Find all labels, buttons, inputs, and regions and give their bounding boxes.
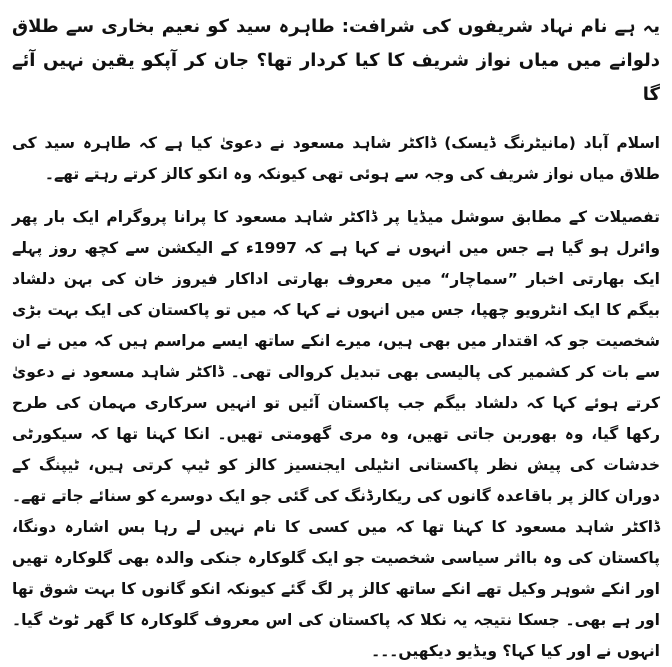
article-headline: یہ ہے نام نہاد شریفوں کی شرافت: طاہرہ سید کو نعیم بخاری سے طلاق دلوانے میں میاں نواز شریف کا کیا کردار تھا؟ جان کر آپکو یقین نہیں آئے گا	[12, 16, 660, 105]
article-lead-paragraph: اسلام آباد (مانیٹرنگ ڈیسک) ڈاکٹر شاہد مسعود نے دعویٰ کیا ہے کہ طاہرہ سید کی طلاق میاں نواز شریف کی وجہ سے ہوئی تھی کیونکہ وہ انکو کالز کرتے رہتے تھے۔	[12, 134, 660, 183]
article-body-paragraph: تفصیلات کے مطابق سوشل میڈیا پر ڈاکٹر شاہد مسعود کا پرانا پروگرام ایک بار پھر وائرل ہو گیا ہے جس میں انہوں نے کہا ہے کہ 1997ء کے الیکشن سے کچھ روز پہلے ایک بھارتی اخبار ”سماچار“ میں معروف بھارتی اداکار فیروز خان کی بہن دلشاد بیگم کا ایک انٹرویو چھپا، جس میں انہوں نے کہا کہ میں تو پاکستان کی ایک بہت بڑی شخصیت جو کہ اقتدار میں بھی ہیں، میرے انکے ساتھ ایسے مراسم ہیں کہ میں نے ان سے بات کر کشمیر کی پالیسی بھی تبدیل کروالی تھی۔ ڈاکٹر شاہد مسعود نے دعویٰ کرتے ہوئے کہا کہ دلشاد بیگم جب پاکستان آئیں تو انہیں سرکاری مہمان کی طرح رکھا گیا، وہ بھوربن جاتی تھیں، وہ مری گھومتی تھیں۔ انکا کہنا تھا کہ سیکورٹی خدشات کی پیش نظر پاکستانی انٹیلی ایجنسیز کالز کو ٹیپ کرتی ہیں، ٹیپنگ کے دوران کالز پر باقاعدہ گانوں کی ریکارڈنگ کی گئی جو ایک دوسرے کو سنائے جاتے تھے۔ ڈاکٹر شاہد مسعود کا کہنا تھا کہ میں کسی کا نام نہیں لے رہا بس اشارہ دونگا، پاکستان کی وہ بااثر سیاسی شخصیت جو ایک گلوکارہ جنکی والدہ بھی گلوکارہ تھیں اور انکے شوہر وکیل تھے انکے ساتھ کالز پر لگ گئے کیونکہ انکو گانوں کا بہت شوق تھا اور ہے بھی۔ جسکا نتیجہ یہ نکلا کہ پاکستان کی اس معروف گلوکارہ کا گھر ٹوٹ گیا۔ انہوں نے اور کیا کہا؟ ویڈیو دیکھیں۔۔۔	[12, 208, 660, 660]
